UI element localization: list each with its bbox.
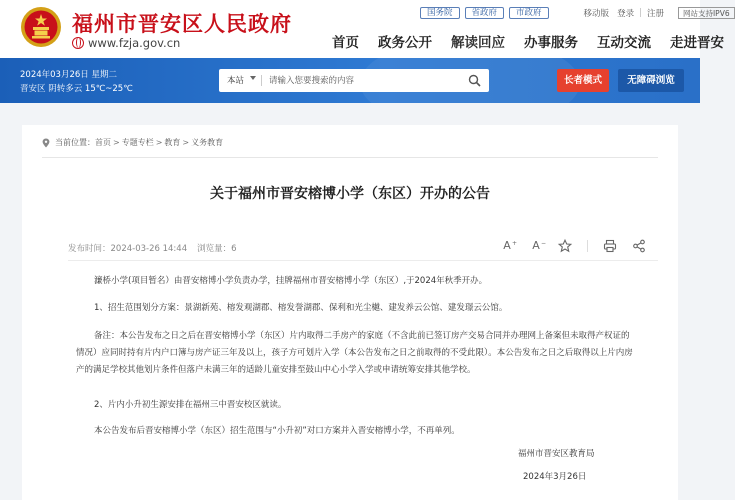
globe-icon	[72, 37, 84, 49]
article-paragraph: 本公告发布后晋安榕博小学（东区）招生范围与“小升初”对口方案并入晋安榕博小学，不再单列。	[94, 426, 460, 436]
meta-divider	[68, 260, 658, 261]
nav-services[interactable]: 办事服务	[524, 35, 578, 51]
signature-date: 2024年3月26日	[523, 472, 587, 482]
article-paragraph: 濂桥小学(项目暂名）由晋安榕博小学负责办学，挂牌福州市晋安榕博小学（东区）,于2024年秋季开办。	[94, 276, 488, 286]
breadcrumb	[42, 137, 223, 148]
share-icon[interactable]	[632, 239, 646, 253]
article-title: 关于福州市晋安榕博小学（东区）开办的公告	[210, 186, 490, 202]
accessibility-button[interactable]: 无障碍浏览	[618, 69, 684, 92]
nav-home[interactable]: 首页	[332, 35, 359, 51]
link-separator: |	[639, 8, 642, 18]
breadcrumb-separator: >	[113, 138, 120, 147]
login-link[interactable]: 登录	[617, 9, 635, 19]
search-banner	[0, 58, 700, 103]
state-council-link[interactable]: 国务院	[420, 7, 460, 19]
nav-about-jinan[interactable]: 走进晋安	[670, 35, 724, 51]
breadcrumb-home[interactable]: 首页	[95, 138, 111, 147]
font-increase-icon[interactable]: A +	[503, 239, 517, 252]
article-paragraph: 2、片内小升初生源安排在福州三中晋安校区就读。	[94, 400, 287, 410]
font-decrease-icon[interactable]: A −	[532, 239, 546, 252]
site-domain-text: www.fzja.gov.cn	[88, 36, 181, 50]
tool-divider	[587, 240, 588, 252]
provincial-gov-link[interactable]: 省政府	[465, 7, 505, 19]
publish-date: 发布时间：2024-03-26 14:44	[68, 244, 188, 254]
article-meta	[68, 242, 237, 254]
site-name[interactable]: 福州市晋安区人民政府	[72, 11, 292, 36]
view-count: 浏览量：6	[197, 244, 237, 254]
site-header	[0, 0, 730, 58]
article-paragraph: 1、招生范围划分方案：景湖新苑、榕发观湖郡、榕发誉湖郡、保利和光尘樾、建发养云公馆、建发璟云公馆。	[94, 303, 508, 313]
city-gov-link[interactable]: 市政府	[509, 7, 549, 19]
nav-interaction[interactable]: 互动交流	[597, 35, 651, 51]
current-date: 2024年03月26日 星期二	[20, 70, 117, 80]
search-input[interactable]	[269, 72, 459, 89]
nav-interpretation[interactable]: 解读回应	[451, 35, 505, 51]
mobile-version-link[interactable]: 移动版	[583, 9, 610, 19]
top-links	[420, 6, 735, 20]
star-icon[interactable]	[558, 239, 572, 253]
site-domain	[72, 36, 180, 50]
nav-gov-affairs[interactable]: 政务公开	[378, 35, 432, 51]
weather-info: 晋安区 阴转多云 15℃~25℃	[20, 84, 133, 94]
breadcrumb-separator: >	[155, 138, 163, 147]
breadcrumb-compulsory-education[interactable]: 义务教育	[191, 138, 224, 147]
national-emblem-icon[interactable]	[20, 6, 62, 48]
signature-org: 福州市晋安区教育局	[518, 449, 595, 459]
elder-mode-button[interactable]: 长者模式	[557, 69, 609, 92]
search-box	[219, 69, 489, 92]
breadcrumb-divider	[42, 157, 658, 158]
article-tools	[500, 239, 646, 253]
chevron-down-icon[interactable]	[250, 76, 256, 80]
breadcrumb-special-topics[interactable]: 专题专栏	[121, 138, 154, 147]
search-scope-select[interactable]: 本站	[227, 76, 245, 86]
print-icon[interactable]	[603, 239, 617, 253]
article-paragraph: 备注：本公告发布之日之后在晋安榕博小学（东区）片内取得二手房产的家庭（不含此前已签订房产交易合同并办理网上备案但未取得产权证的情况）应同时持有片内户口簿与房产证三年及以上，孩子方可划片入学（本公告发布之日之前取得的不受此限）。本公告发布之日之后取得以上片内房产的满足学校其他划片条件但落户未满三年的适龄儿童安排至鼓山中心小学入学或申请统筹安排其他学校。	[76, 331, 633, 375]
breadcrumb-education[interactable]: 教育	[164, 138, 181, 147]
search-divider	[261, 75, 262, 86]
breadcrumb-separator: >	[182, 138, 190, 147]
register-link[interactable]: 注册	[646, 9, 664, 19]
search-icon[interactable]	[468, 74, 481, 87]
breadcrumb-prefix: 当前位置：	[55, 138, 95, 147]
ipv6-badge: 网站支持IPV6	[678, 7, 735, 19]
location-pin-icon	[42, 138, 50, 148]
article-card	[22, 125, 678, 500]
